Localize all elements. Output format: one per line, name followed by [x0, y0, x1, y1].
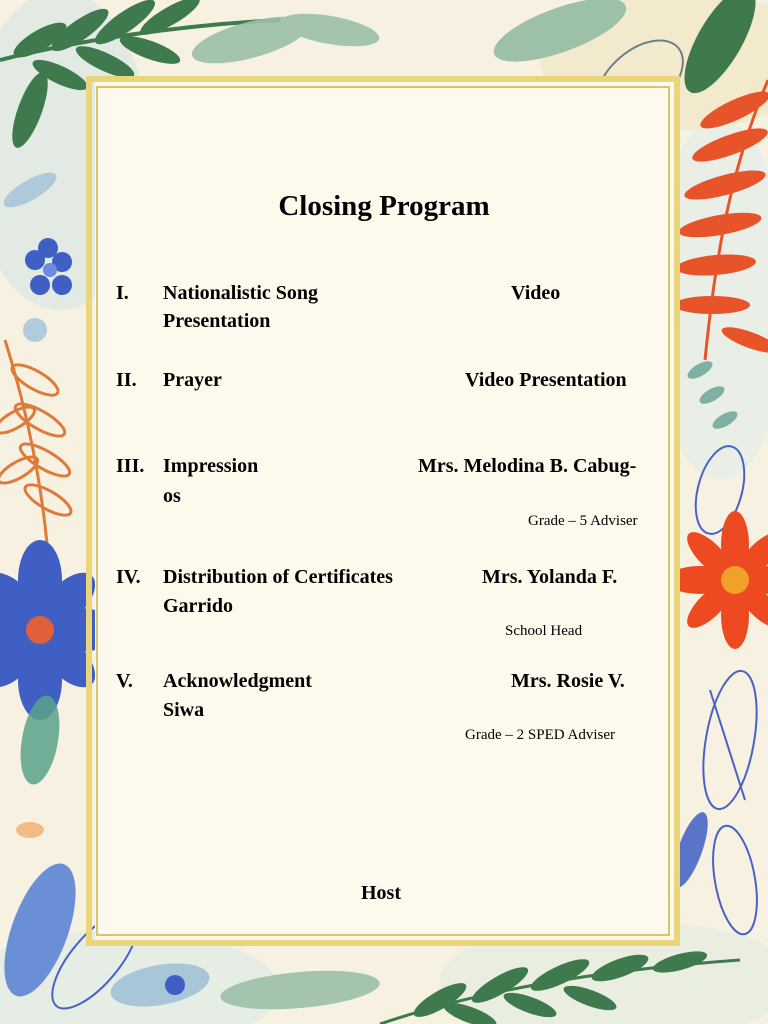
item-3-event: Impression: [163, 455, 259, 477]
item-4-numeral: IV.: [116, 566, 141, 588]
item-2-event: Prayer: [163, 369, 222, 391]
item-3-numeral: III.: [116, 455, 145, 477]
item-2-person: Video Presentation: [465, 369, 627, 391]
item-5-numeral: V.: [116, 670, 133, 692]
item-5-person: Mrs. Rosie V.: [511, 670, 625, 692]
item-5-event-continued: Siwa: [163, 699, 205, 721]
item-2-numeral: II.: [116, 369, 137, 391]
item-3-person: Mrs. Melodina B. Cabug-: [418, 455, 637, 477]
item-1-event-continued: Presentation: [163, 310, 271, 332]
item-4-event-continued: Garrido: [163, 595, 233, 617]
item-3-role: Grade – 5 Adviser: [528, 513, 638, 529]
program-title: Closing Program: [278, 190, 490, 222]
item-1-numeral: I.: [116, 282, 129, 304]
item-1-event: Nationalistic Song: [163, 282, 319, 304]
item-5-role: Grade – 2 SPED Adviser: [465, 727, 615, 743]
item-3-event-continued: os: [163, 485, 181, 507]
item-4-role: School Head: [505, 623, 583, 639]
item-4-person: Mrs. Yolanda F.: [482, 566, 618, 588]
host-label: Host: [361, 882, 401, 904]
item-5-event: Acknowledgment: [163, 670, 312, 692]
item-4-event: Distribution of Certificates: [163, 566, 393, 588]
item-1-person: Video: [511, 282, 561, 304]
